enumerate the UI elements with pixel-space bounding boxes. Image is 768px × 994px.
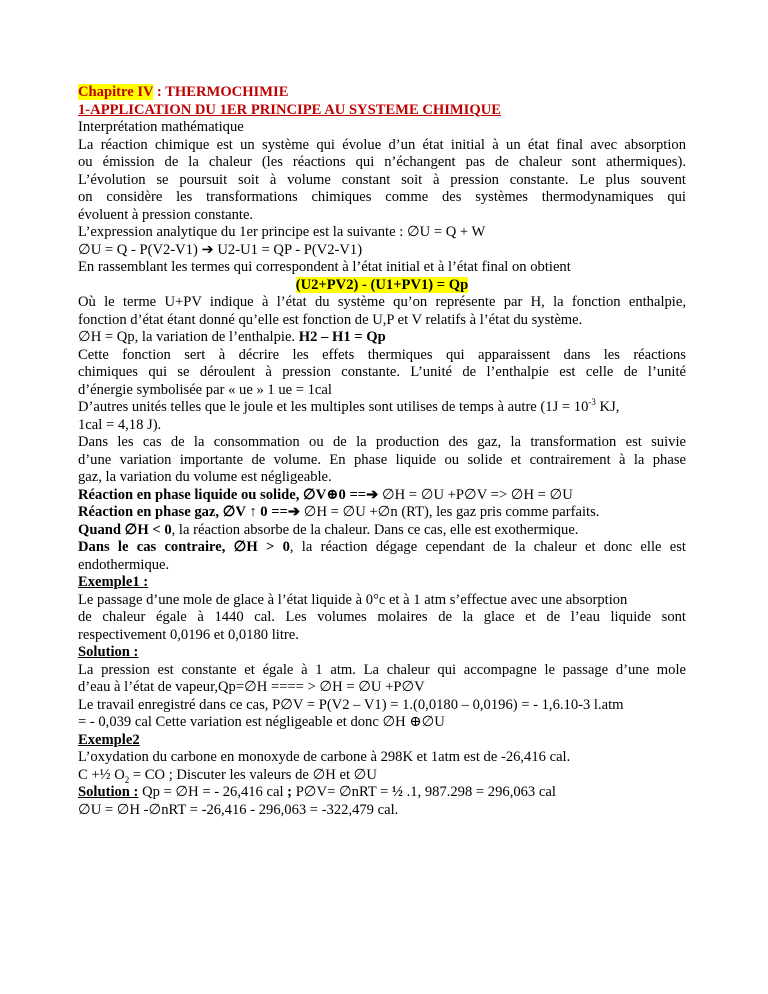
rule-gas (78, 504, 686, 522)
units-line (78, 399, 686, 417)
rule-text: , la réaction dégage cependant de la chaleur et donc elle est (289, 539, 686, 555)
rule-liquid-solid (78, 487, 686, 505)
rule-text: , la réaction absorbe de la chaleur. Dans ce cas, elle est exothermique. (171, 521, 579, 538)
units-exponent: -3 (588, 397, 596, 408)
paragraph-line: d’énergie symbolisée par « ue » 1 ue = 1cal (78, 381, 332, 398)
reaction-text: C +½ O (78, 766, 125, 783)
solution1-title: Solution : (78, 644, 139, 660)
example1-title: Exemple1 : (78, 574, 149, 590)
enthalpy-definition (78, 329, 686, 347)
paragraph-line: on considère les transformations chimiques comme des systèmes thermodynamiques qui (78, 189, 686, 205)
paragraph-line: Où le terme U+PV indique à l’état du système qu’on représente par H, la fonction enthalpie, (78, 294, 686, 310)
paragraph-line: Cette fonction sert à décrire les effets thermiques qui apparaissent dans les réactions (78, 346, 686, 363)
rule-negative (78, 522, 686, 540)
solution2-text: Qp = ∅H = - 26,416 cal (138, 784, 288, 800)
paragraph-line: = - 0,039 cal Cette variation est négligeable et donc ∅H ⊕∅U (78, 714, 445, 730)
solution2-label: Solution : (78, 784, 139, 800)
paragraph-line: Dans les cas de la consommation ou de la production des gaz, la transformation est suivie (78, 434, 686, 450)
solution2-text: P∅V= ∅nRT = (292, 784, 392, 800)
solution2-half: ½ (392, 784, 403, 800)
paragraph-line: respectivement 0,0196 et 0,0180 litre. (78, 626, 299, 643)
rule-label: Quand ∅H < 0 (78, 521, 172, 538)
document-body (78, 84, 686, 819)
paragraph-line: La réaction chimique est un système qui évolue d’un état initial à un état final avec absorption (78, 136, 686, 153)
rule-label: Réaction en phase gaz, ∅V ↑ 0 ==➔ (78, 504, 301, 520)
chapter-heading (78, 84, 686, 102)
paragraph-line: ou émission de la chaleur (les réactions qui n’échangent pas de chaleur sont athermiques). (78, 154, 686, 170)
units-text: D’autres unités telles que le joule et les multiples sont utilises de temps à autre (1J = 10 (78, 399, 589, 415)
solution2-line (78, 784, 686, 802)
rule-text: ∅H = ∅U +∅n (RT), les gaz pris comme parfaits. (300, 504, 600, 520)
reaction-subscript: 2 (124, 774, 130, 785)
enthalpy-text: ∅H = Qp, la variation de l’enthalpie. (78, 329, 299, 345)
paragraph-line: L’oxydation du carbone en monoxyde de carbone à 298K et 1atm est de -26,416 cal. (78, 749, 571, 765)
paragraph-line: L’évolution se poursuit soit à volume constant soit à pression constante. Le plus souvent (78, 171, 686, 188)
chapter-label: Chapitre IV (78, 84, 154, 100)
chapter-title: THERMOCHIMIE (165, 84, 289, 100)
section-heading: 1-APPLICATION DU 1ER PRINCIPE AU SYSTEME CHIMIQUE (78, 101, 501, 118)
reaction-line (78, 767, 686, 785)
paragraph-line: ∅U = ∅H -∅nRT = -26,416 - 296,063 = -322,479 cal. (78, 801, 399, 818)
paragraph-line: fonction d’état étant donné qu’elle est fonction de U,P et V relatifs à l’état du système. (78, 311, 583, 328)
units-text-end: KJ, (595, 399, 620, 415)
paragraph-line: La pression est constante et égale à 1 atm. La chaleur qui accompagne le passage d’une mole (78, 661, 686, 678)
rule-label: Réaction en phase liquide ou solide, ∅V⊕0 ==➔ (78, 486, 379, 503)
rule-positive-end: endothermique. (78, 556, 170, 573)
paragraph-line: En rassemblant les termes qui correspondent à l’état initial et à l’état final on obtient (78, 259, 571, 275)
first-principle-line: L’expression analytique du 1er principe est la suivante : ∅U = Q + W (78, 224, 486, 240)
subheading: Interprétation mathématique (78, 119, 244, 135)
equation-line: ∅U = Q - P(V2-V1) ➔ U2-U1 = QP - P(V2-V1) (78, 241, 363, 258)
paragraph-line: Le travail enregistré dans ce cas, P∅V = P(V2 – V1) = 1.(0,0180 – 0,0196) = - 1,6.10-3 l.atm (78, 696, 624, 713)
paragraph-line: 1cal = 4,18 J). (78, 416, 162, 433)
chapter-separator: : (153, 84, 166, 100)
rule-positive (78, 539, 686, 557)
paragraph-line: gaz, la variation du volume est négligeable. (78, 469, 332, 485)
paragraph-line: de chaleur égale à 1440 cal. Les volumes molaires de la glace et de l’eau liquide sont (78, 609, 686, 625)
solution2-text-end: .1, 987.298 = 296,063 cal (402, 784, 556, 800)
rule-text: ∅H = ∅U +P∅V => ∅H = ∅U (378, 486, 573, 503)
paragraph-line: Le passage d’une mole de glace à l’état liquide à 0°c et à 1 atm s’effectue avec une absorption (78, 591, 628, 608)
solution2-separator: ; (287, 784, 293, 800)
enthalpy-formula: H2 – H1 = Qp (298, 329, 386, 345)
paragraph-line: d’eau à l’état de vapeur,Qp=∅H ==== > ∅H = ∅U +P∅V (78, 679, 425, 695)
key-equation (78, 277, 686, 295)
paragraph-line: d’une variation importante de volume. En phase liquide ou solide et contrairement à la phase (78, 451, 686, 468)
paragraph-line: chimiques qui se déroulent à pression constante. L’unité de l’enthalpie est celle de l’unité (78, 364, 686, 380)
paragraph-line: évoluent à pression constante. (78, 206, 254, 223)
example2-title: Exemple2 (78, 731, 140, 748)
rule-label: Dans le cas contraire, ∅H > 0 (78, 539, 290, 555)
enthalpy-equation: (U2+PV2) - (U1+PV1) = Qp (295, 276, 469, 293)
reaction-text-end: = CO ; Discuter les valeurs de ∅H et ∅U (129, 766, 377, 783)
